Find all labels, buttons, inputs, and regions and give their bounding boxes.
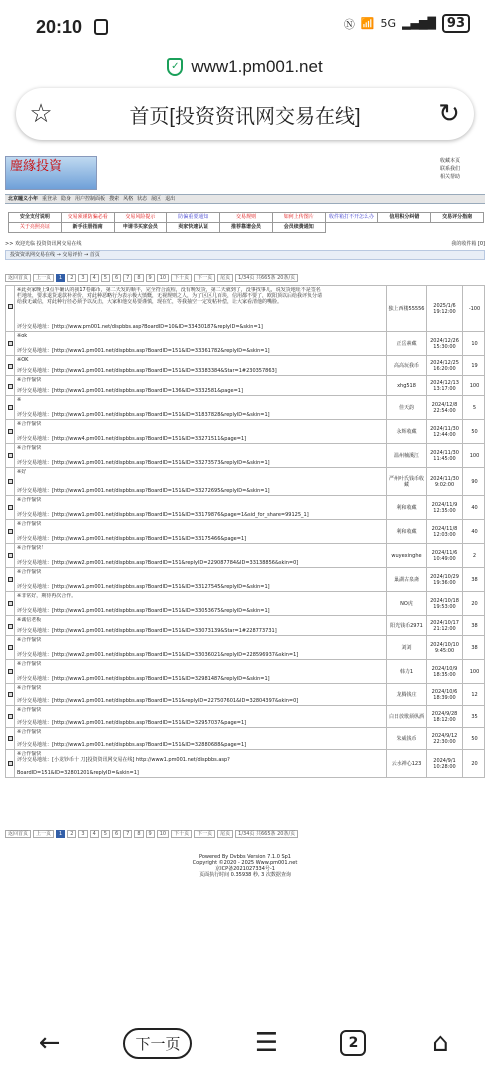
rating-link[interactable]: BoardID=151&ID=32801201&replyID=&skin=1] xyxy=(17,770,139,776)
topic-icon xyxy=(6,706,15,727)
score: 38 xyxy=(462,616,486,635)
pager-page[interactable]: 10 xyxy=(157,830,169,838)
star-icon[interactable]: ☆ xyxy=(29,99,53,129)
rating-text: ※合作愉快 xyxy=(17,569,42,575)
welcome-bar xyxy=(5,240,485,249)
post-date: 2024/12/26 15:30:00 xyxy=(426,332,462,355)
topic-icon xyxy=(6,420,15,443)
author[interactable]: NO虎 xyxy=(386,592,426,615)
rating-list xyxy=(5,285,485,776)
rating-link[interactable]: 评分交易地址：[http://www1.pm001.net/dispbbs.asp?BoardID=151&ID=33272695&replyID=&skin=1] xyxy=(17,488,270,494)
rating-content xyxy=(17,357,385,375)
nav-item[interactable]: 用户控制面板 xyxy=(75,196,106,202)
score: 40 xyxy=(462,520,486,543)
rating-text: 给我无诚信，对此种行径必须予以反击，大家和他交易要谨慎，现在忙，等我抽空一定发帖补偿，让大家看清他的嘴脸。 xyxy=(17,299,283,305)
list-item xyxy=(5,616,485,636)
list-item xyxy=(5,544,485,568)
web-page xyxy=(0,150,490,1010)
author[interactable]: wuyexinghe xyxy=(386,544,426,567)
rating-content xyxy=(17,397,385,419)
score: 10 xyxy=(462,332,486,355)
pager-info: 1/34页 共665条 20条/页 xyxy=(235,830,298,838)
post-date: 2024/9/1 10:28:00 xyxy=(426,750,462,777)
rating-content xyxy=(17,521,385,543)
nav-item[interactable]: 搜索 xyxy=(109,196,120,202)
author[interactable]: 高高玩我币 xyxy=(386,356,426,375)
post-date: 2024/11/6 10:49:00 xyxy=(426,544,462,567)
rating-link[interactable]: 评分交易地址：[http://www1.pm001.net/dispbbs.asp?BoardID=151&ID=33053675&replyID=&skin=1] xyxy=(17,608,270,614)
topic-icon xyxy=(6,660,15,683)
reload-icon[interactable]: ↻ xyxy=(438,99,460,129)
rating-content xyxy=(17,333,385,355)
pager-first[interactable]: 返回首页 xyxy=(5,274,31,282)
url-text[interactable]: www1.pm001.net xyxy=(191,57,323,76)
topic-icon xyxy=(6,728,15,749)
rating-link[interactable]: 评分交易地址：[http://www1.pm001.net/dispbbs.asp?BoardID=151&ID=32957037&page=1] xyxy=(17,720,247,726)
pager-next[interactable]: 下一页 xyxy=(194,274,215,282)
rating-content xyxy=(17,729,385,749)
score: 50 xyxy=(462,728,486,749)
rating-text: 评分交易地址：[小龙钞币十 刀]投资资讯网交易在线] http://www1.pm001.net/dispbbs.asp? xyxy=(17,757,230,763)
list-item xyxy=(5,496,485,520)
url-bar[interactable] xyxy=(0,52,490,82)
rating-text: ※诚信老板 xyxy=(17,617,42,623)
rating-text: ※合作愉快 xyxy=(17,445,42,451)
rating-link[interactable]: 评分交易地址：[http://www1.pm001.net/dispbbs.asp?BoardID=151&ID=33073139&Star=1#228773731] xyxy=(17,628,277,634)
top-link[interactable]: 相关帮助 xyxy=(440,174,461,180)
post-date: 2024/11/8 12:03:00 xyxy=(426,520,462,543)
pager-next[interactable]: 下一页 xyxy=(194,830,215,838)
pager-page[interactable]: 7 xyxy=(123,274,132,282)
pager-prev[interactable]: 上一页 xyxy=(33,274,54,282)
author[interactable]: 韩力1 xyxy=(386,660,426,683)
pager-page[interactable]: 1 xyxy=(56,830,65,838)
rating-content xyxy=(17,445,385,467)
rating-content xyxy=(17,377,385,395)
author[interactable]: 朱威钱币 xyxy=(386,728,426,749)
rating-link[interactable]: 评分交易地址：[http://www1.pm001.net/dispbbs.asp?BoardID=151&ID=33175466&page=1] xyxy=(17,536,247,542)
top-links xyxy=(440,158,480,182)
topic-icon xyxy=(6,616,15,635)
menu-link[interactable]: 交易规则 xyxy=(220,213,273,223)
pager-page[interactable]: 6 xyxy=(112,274,121,282)
rating-content xyxy=(17,287,385,331)
pager-next-ten[interactable]: 下十页 xyxy=(171,274,192,282)
network-type: 5G xyxy=(380,17,397,30)
topic-icon xyxy=(6,376,15,395)
back-icon[interactable]: ← xyxy=(38,1028,61,1058)
rating-link[interactable]: 评分交易地址：[http://www1.pm001.net/dispbbs.asp?BoardID=151&ID=31837828&replyID=&skin=1] xyxy=(17,412,270,418)
wifi-icon: 📶 xyxy=(360,17,375,30)
rating-text: ※好 xyxy=(17,469,27,475)
rating-text: ※ xyxy=(17,397,22,403)
pager-first[interactable]: 返回首页 xyxy=(5,830,31,838)
topic-icon xyxy=(6,396,15,419)
list-item xyxy=(5,684,485,706)
nav-item[interactable]: 北京瞳义小年 xyxy=(8,196,39,202)
topic-icon xyxy=(6,544,15,567)
author[interactable]: xhg518 xyxy=(386,376,426,395)
footer-line[interactable]: 京ICP备2021027334号-1 xyxy=(215,866,275,872)
rating-content xyxy=(17,707,385,727)
score: 38 xyxy=(462,636,486,659)
author[interactable]: 龙腾钱庄 xyxy=(386,684,426,705)
pager-page[interactable]: 8 xyxy=(134,830,143,838)
list-item xyxy=(5,468,485,496)
welcome-text: >> 欢迎光临 投资资讯网交易在线 xyxy=(5,241,82,247)
menu-link[interactable]: 交易风险提示 xyxy=(115,213,168,223)
shield-check-icon: ✓ xyxy=(167,58,183,76)
notice-menu xyxy=(8,212,484,233)
page-title-bar xyxy=(16,88,474,140)
pager-info: 1/34页 共665条 20条/页 xyxy=(235,274,298,282)
list-item xyxy=(5,568,485,592)
pager-prev[interactable]: 上一页 xyxy=(33,830,54,838)
list-item xyxy=(5,706,485,728)
rating-text: ※合作愉快！ xyxy=(17,545,47,551)
menu-link[interactable]: 交易须谨防骗必看 xyxy=(62,213,115,223)
signal-icon: ▂▄▆█ xyxy=(402,17,436,30)
rating-text: ※非常好，期待再次合作。 xyxy=(17,593,77,599)
topic-icon xyxy=(6,520,15,543)
rating-content xyxy=(17,545,385,567)
rating-text: 栏地址，要求退货退款补差价，对此种恶略行为表示极大愤慨，无视规则之人，为了区区几百块，信用都不要了，欧阳顶以后给我评负分请 xyxy=(17,293,323,299)
rating-text: ※合作愉快 xyxy=(17,751,42,757)
score: 100 xyxy=(462,376,486,395)
pager-page[interactable]: 2 xyxy=(67,274,76,282)
post-date: 2024/9/12 22:30:00 xyxy=(426,728,462,749)
topic-icon xyxy=(6,496,15,519)
rating-link[interactable]: 评分交易地址：[http://www1.pm001.net/dispbbs.asp?BoardID=151&replyID=227507601&ID=32804397&skin=0] xyxy=(17,698,299,704)
site-logo: 麈緣投資 xyxy=(5,156,97,190)
rating-text: ※合作愉快 xyxy=(17,377,42,383)
post-date: 2024/9/28 18:12:00 xyxy=(426,706,462,727)
score: -100 xyxy=(462,286,486,331)
post-date: 2024/10/6 18:39:00 xyxy=(426,684,462,705)
list-item xyxy=(5,444,485,468)
battery-indicator: 93 xyxy=(442,14,470,33)
author[interactable]: 佳天韵 xyxy=(386,396,426,419)
topic-icon xyxy=(6,684,15,705)
breadcrumb[interactable]: 投资资讯网交易在线 → 交易评价 → 首页 xyxy=(5,250,485,260)
post-date: 2024/10/18 19:53:00 xyxy=(426,592,462,615)
author[interactable]: 白日放歌须纵酒 xyxy=(386,706,426,727)
score: 50 xyxy=(462,420,486,443)
top-link[interactable]: 联系我们 xyxy=(440,166,461,172)
list-item xyxy=(5,728,485,750)
menu-link[interactable]: 会员续费通知 xyxy=(273,223,326,233)
clock: 20:10 xyxy=(36,17,83,37)
footer-line: 页面执行时间 0.35938 秒, 3 次数据查询 xyxy=(199,872,291,878)
author[interactable]: 云水禅心123 xyxy=(386,750,426,777)
post-date: 2024/11/30 12:44:00 xyxy=(426,420,462,443)
pager-next-ten[interactable]: 下十页 xyxy=(171,830,192,838)
topic-icon xyxy=(6,750,15,777)
score: 35 xyxy=(462,706,486,727)
score: 100 xyxy=(462,660,486,683)
post-date: 2024/10/29 19:36:00 xyxy=(426,568,462,591)
topic-icon xyxy=(6,356,15,375)
pager-page[interactable]: 3 xyxy=(78,274,87,282)
topic-icon xyxy=(6,444,15,467)
author[interactable]: 利和收藏 xyxy=(386,496,426,519)
list-item xyxy=(5,332,485,356)
pager-page[interactable]: 4 xyxy=(90,830,99,838)
tabs-button[interactable]: 2 xyxy=(340,1030,366,1056)
rating-text: ※合作愉快 xyxy=(17,637,42,643)
home-icon[interactable]: ⌂ xyxy=(432,1028,449,1058)
post-date: 2024/10/9 18:35:00 xyxy=(426,660,462,683)
rating-link[interactable]: 评分交易地址：[http://www4.pm001.net/dispbbs.asp?BoardID=151&ID=33271511&page=1] xyxy=(17,436,247,442)
list-item xyxy=(5,660,485,684)
topic-icon xyxy=(6,592,15,615)
author[interactable]: 利和收藏 xyxy=(386,520,426,543)
score: 40 xyxy=(462,496,486,519)
nav-bar xyxy=(5,194,485,204)
post-date: 2025/1/6 19:12:00 xyxy=(426,286,462,331)
pager-page[interactable]: 4 xyxy=(90,274,99,282)
post-date: 2024/11/30 9:02:00 xyxy=(426,468,462,495)
list-item xyxy=(5,636,485,660)
pager-bottom xyxy=(5,829,485,838)
pager-page[interactable]: 8 xyxy=(134,274,143,282)
rating-text: ※合作愉快 xyxy=(17,521,42,527)
score: 20 xyxy=(462,750,486,777)
rating-content xyxy=(17,661,385,683)
nav-item[interactable]: 重登录 xyxy=(42,196,58,202)
author[interactable]: 严州叶氏钱币收藏 xyxy=(386,468,426,495)
rating-content xyxy=(17,617,385,635)
post-date: 2024/10/10 9:45:00 xyxy=(426,636,462,659)
post-date: 2024/12/8 22:54:00 xyxy=(426,396,462,419)
pager-page[interactable]: 3 xyxy=(78,830,87,838)
nav-item[interactable]: 隐身 xyxy=(61,196,72,202)
menu-icon[interactable]: ☰ xyxy=(254,1028,279,1058)
rating-link[interactable]: 评分交易地址：[http://www1.pm001.net/dispbbs.asp?BoardID=151&ID=33361782&replyID=&skin=1] xyxy=(17,348,270,354)
menu-link[interactable]: 推荐靠谱会员 xyxy=(220,223,273,233)
rating-link[interactable]: 评分交易地址：[http://www1.pm001.net/dispbbs.asp?BoardID=151&ID=32880688&page=1] xyxy=(17,742,247,748)
rating-link[interactable]: 评分交易地址：[http://www2.pm001.net/dispbbs.asp?BoardID=151&ID=33036021&replyID=228596937&skin=1] xyxy=(17,652,299,658)
pager-page[interactable]: 2 xyxy=(67,830,76,838)
menu-link[interactable]: 申请书买家会员 xyxy=(115,223,168,233)
post-date: 2024/12/25 16:20:00 xyxy=(426,356,462,375)
author[interactable]: 正岳素藏 xyxy=(386,332,426,355)
post-date: 2024/11/30 11:45:00 xyxy=(426,444,462,467)
rating-content xyxy=(17,569,385,591)
pager-page[interactable]: 5 xyxy=(101,830,110,838)
rating-link[interactable]: 评分交易地址：[http://www1.pm001.net/dispbbs.asp?BoardID=151&ID=33383384&Star=1#230357863] xyxy=(17,368,277,374)
rating-link[interactable]: 评分交易地址：[http://www1.pm001.net/dispbbs.asp?BoardID=151&ID=33179876&page=1&sid_for_share=99125_1] xyxy=(17,512,309,518)
score: 19 xyxy=(462,356,486,375)
score: 2 xyxy=(462,544,486,567)
topic-icon xyxy=(6,332,15,355)
topic-icon xyxy=(6,286,15,331)
menu-link[interactable]: 新手注册指南 xyxy=(62,223,115,233)
rating-text: ※合作愉快 xyxy=(17,707,42,713)
rating-text: ※OK xyxy=(17,357,29,363)
rating-content xyxy=(17,685,385,705)
post-date: 2024/10/17 21:12:00 xyxy=(426,616,462,635)
footer-line: Powered By Dvbbs Version 7.1.0 Sp1 xyxy=(199,854,291,860)
menu-link[interactable]: 安全支付说明 xyxy=(9,213,62,223)
rating-link[interactable]: 评分交易地址：[http://www1.pm001.net/dispbbs.asp?BoardID=151&ID=33127545&replyID=&skin=1] xyxy=(17,584,270,590)
rating-text: ※合作愉快 xyxy=(17,497,42,503)
list-item xyxy=(5,356,485,376)
nav-item[interactable]: 风格 xyxy=(123,196,134,202)
rating-link[interactable]: 评分交易地址：[http://www2.pm001.net/dispbbs.asp?BoardID=151&replyID=229087784&ID=33138856&skin=0] xyxy=(17,560,299,566)
list-item xyxy=(5,592,485,616)
topic-icon xyxy=(6,636,15,659)
topic-icon xyxy=(6,568,15,591)
score: 100 xyxy=(462,444,486,467)
list-item xyxy=(5,286,485,332)
nav-item[interactable]: 退出 xyxy=(165,196,176,202)
author[interactable]: 永辉收藏 xyxy=(386,420,426,443)
rating-link[interactable]: 评分交易地址：[http://www1.pm001.net/dispbbs.asp?BoardID=136&ID=3332581&page=1] xyxy=(17,388,243,394)
menu-link[interactable]: 关于亮照亮证 xyxy=(9,223,62,233)
topic-icon xyxy=(6,468,15,495)
rating-text: ※合作愉快 xyxy=(17,729,42,735)
list-item xyxy=(5,520,485,544)
rating-text: ※此卖家晚上9点半确认的我17卷邮币，第二天发的顺丰，完全符合流程，没有晚发货，第二天就到了，没事找事儿，说发货地址不是签名 xyxy=(17,287,321,293)
rating-link[interactable]: 评分交易地址：[http://www1.pm001.net/dispbbs.asp?BoardID=151&ID=32981487&replyID=&skin=1] xyxy=(17,676,270,682)
rating-content xyxy=(17,593,385,615)
nav-item[interactable]: 展区 xyxy=(151,196,162,202)
pager-page[interactable]: 9 xyxy=(146,830,155,838)
menu-link[interactable]: 信用积分纠错 xyxy=(378,213,431,223)
score: 5 xyxy=(462,396,486,419)
rating-link[interactable]: 评分交易地址：[http://www.pm001.net/dispbbs.asp?BoardID=10&ID=33430187&replyID=&skin=1] xyxy=(17,324,263,330)
page-title: 首页[投资资讯网交易在线] xyxy=(129,105,361,128)
author[interactable]: 刘刘 xyxy=(386,636,426,659)
score: 12 xyxy=(462,684,486,705)
browser-toolbar xyxy=(0,1010,490,1076)
rating-link[interactable]: 评分交易地址：[http://www1.pm001.net/dispbbs.asp?BoardID=151&ID=33273573&replyID=&skin=1] xyxy=(17,460,270,466)
pager-page[interactable]: 1 xyxy=(56,274,65,282)
top-link[interactable]: 收藏本页 xyxy=(440,158,461,164)
inbox-link[interactable]: 我的收件箱 [0] xyxy=(451,241,485,247)
nav-item[interactable]: 状态 xyxy=(137,196,148,202)
rating-content xyxy=(17,421,385,443)
rating-content xyxy=(17,469,385,495)
list-item xyxy=(5,396,485,420)
pager-page[interactable]: 10 xyxy=(157,274,169,282)
list-item xyxy=(5,750,485,778)
post-date: 2024/11/9 12:35:00 xyxy=(426,496,462,519)
score: 90 xyxy=(462,468,486,495)
pager-last[interactable]: 尾页 xyxy=(217,274,233,282)
pager-page[interactable]: 6 xyxy=(112,830,121,838)
list-item xyxy=(5,376,485,396)
rating-text: ※合作愉快 xyxy=(17,685,42,691)
score: 20 xyxy=(462,592,486,615)
menu-link[interactable]: 如何上传图片 xyxy=(273,213,326,223)
author[interactable]: 阳光钱币2971 xyxy=(386,616,426,635)
pager-page[interactable]: 7 xyxy=(123,830,132,838)
pager-top xyxy=(5,273,485,282)
nfc-icon: Ⓝ xyxy=(343,17,355,31)
rating-content xyxy=(17,751,385,777)
author[interactable]: 独上西楼55556 xyxy=(386,286,426,331)
rating-text: ※合作愉快 xyxy=(17,421,42,427)
post-date: 2024/12/13 13:17:00 xyxy=(426,376,462,395)
next-page-button[interactable]: 下一页 xyxy=(123,1028,192,1059)
menu-link[interactable]: 防偏重要通知 xyxy=(167,213,220,223)
menu-link[interactable]: 交易评分指南 xyxy=(431,213,484,223)
status-bar xyxy=(0,0,490,52)
pager-page[interactable]: 5 xyxy=(101,274,110,282)
author[interactable]: 温州楠溪江 xyxy=(386,444,426,467)
footer-line: Copyright ©2020 - 2025 Www.pm001.net xyxy=(192,860,298,866)
score: 38 xyxy=(462,568,486,591)
notification-icon xyxy=(94,19,108,35)
rating-content xyxy=(17,497,385,519)
rating-content xyxy=(17,637,385,659)
pager-last[interactable]: 尾页 xyxy=(217,830,233,838)
footer xyxy=(0,854,490,878)
pager-page[interactable]: 9 xyxy=(146,274,155,282)
menu-link[interactable]: 卖家快速认证 xyxy=(167,223,220,233)
menu-link[interactable]: 收件箱打不开怎么办 xyxy=(326,213,379,223)
list-item xyxy=(5,420,485,444)
rating-text: ※合作愉快 xyxy=(17,661,42,667)
rating-text: ※ok xyxy=(17,333,28,339)
author[interactable]: 巢湖古泉斋 xyxy=(386,568,426,591)
